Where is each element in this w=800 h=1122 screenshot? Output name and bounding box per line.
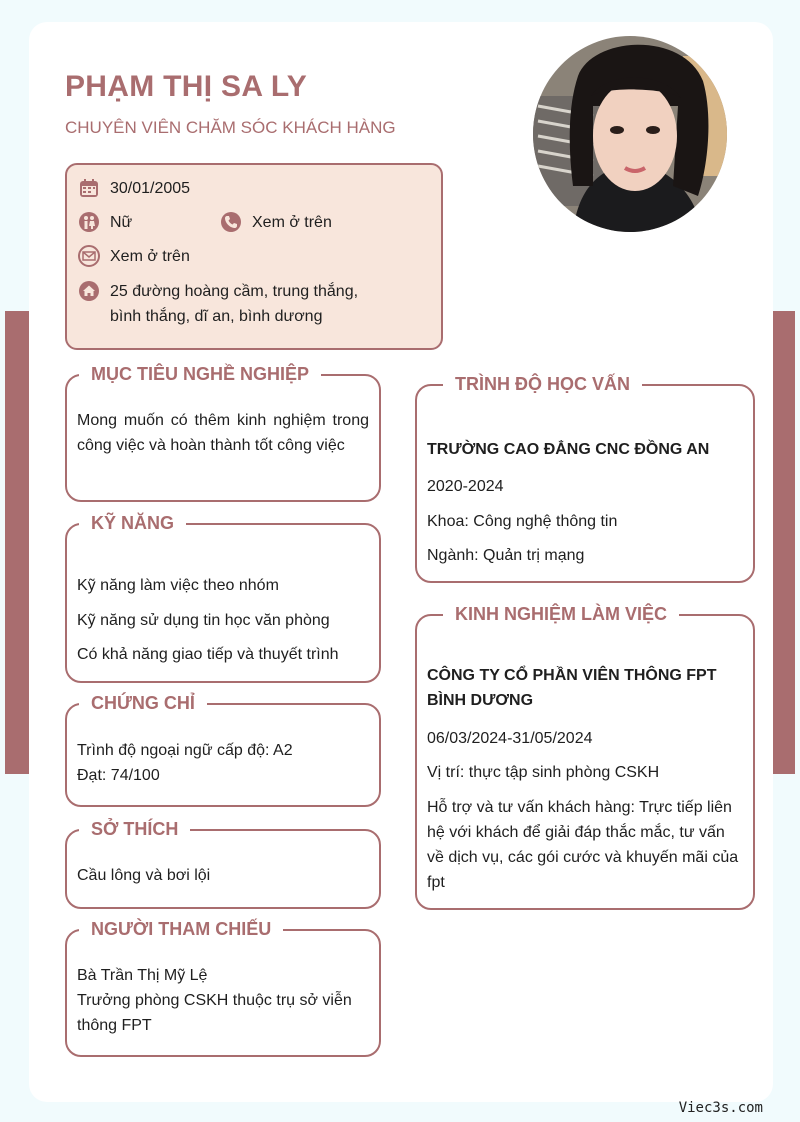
avatar	[533, 36, 727, 232]
home-icon	[78, 280, 100, 302]
left-accent-bar	[5, 311, 29, 774]
candidate-name: PHẠM THỊ SA LY	[65, 70, 308, 103]
right-accent-bar	[771, 311, 795, 774]
footer-brand: Viec3s.com	[678, 1100, 763, 1116]
experience-role: Vị trí: thực tập sinh phòng CSKH	[427, 764, 660, 781]
email-icon	[78, 245, 100, 267]
education-period: 2020-2024	[427, 478, 504, 495]
phone-value: Xem ở trên	[252, 214, 332, 231]
skills-title: KỸ NĂNG	[79, 511, 186, 535]
certificates-section	[65, 693, 381, 807]
experience-period: 06/03/2024-31/05/2024	[427, 730, 593, 747]
objective-title: MỤC TIÊU NGHỀ NGHIỆP	[79, 362, 321, 386]
address-line-1: 25 đường hoàng cầm, trung thắng,	[110, 283, 359, 300]
objective-text: Mong muốn có thêm kinh nghiệm trong công việc và hoàn thành tốt công việc	[77, 412, 369, 454]
experience-description: Hỗ trợ và tư vấn khách hàng: Trực tiếp liên hệ với khách để giải đáp thắc mắc, tư vấn về dịch vụ, các gói cước và khuyến mãi của fpt	[427, 799, 739, 891]
reference-role: Trưởng phòng CSKH thuộc trụ sở viễn thông FPT	[77, 992, 352, 1034]
hobbies-title: SỞ THÍCH	[79, 817, 190, 841]
certificate-line-2: Đạt: 74/100	[77, 767, 160, 784]
references-section	[65, 919, 381, 1057]
education-section	[415, 374, 755, 583]
education-title: TRÌNH ĐỘ HỌC VẤN	[443, 372, 642, 396]
objective-section	[65, 364, 381, 502]
phone-row	[220, 210, 332, 235]
experience-title: KINH NGHIỆM LÀM VIỆC	[443, 602, 679, 626]
reference-name: Bà Trần Thị Mỹ Lệ	[77, 967, 208, 984]
hobbies-section	[65, 819, 381, 909]
gender-row	[78, 210, 132, 235]
birthday-value: 30/01/2005	[110, 180, 191, 197]
references-title: NGƯỜI THAM CHIẾU	[79, 917, 283, 941]
education-faculty: Khoa: Công nghệ thông tin	[427, 513, 618, 530]
skills-section	[65, 513, 381, 683]
contact-info-box	[65, 163, 443, 350]
address-value	[110, 279, 358, 329]
experience-section	[415, 604, 755, 910]
skill-item: Kỹ năng làm việc theo nhóm	[77, 577, 279, 594]
address-line-2: bình thắng, dĩ an, bình dương	[110, 308, 323, 325]
hobbies-text: Cầu lông và bơi lội	[77, 867, 211, 884]
email-row	[78, 244, 190, 269]
address-row	[78, 279, 358, 329]
phone-icon	[220, 211, 242, 233]
candidate-position: CHUYÊN VIÊN CHĂM SÓC KHÁCH HÀNG	[65, 118, 396, 137]
school-name: TRƯỜNG CAO ĐẲNG CNC ĐỒNG AN	[427, 441, 710, 458]
email-value: Xem ở trên	[110, 248, 190, 265]
skill-item: Có khả năng giao tiếp và thuyết trình	[77, 646, 339, 663]
education-major: Ngành: Quản trị mạng	[427, 547, 585, 564]
calendar-icon	[78, 177, 100, 199]
birthday-row	[78, 176, 190, 201]
certificate-line-1: Trình độ ngoại ngữ cấp độ: A2	[77, 742, 293, 759]
certificates-title: CHỨNG CHỈ	[79, 691, 207, 715]
company-name: CÔNG TY CỔ PHẦN VIÊN THÔNG FPT BÌNH DƯƠNG	[427, 667, 717, 709]
gender-value: Nữ	[110, 214, 133, 231]
skill-item: Kỹ năng sử dụng tin học văn phòng	[77, 612, 330, 629]
gender-icon	[78, 211, 100, 233]
